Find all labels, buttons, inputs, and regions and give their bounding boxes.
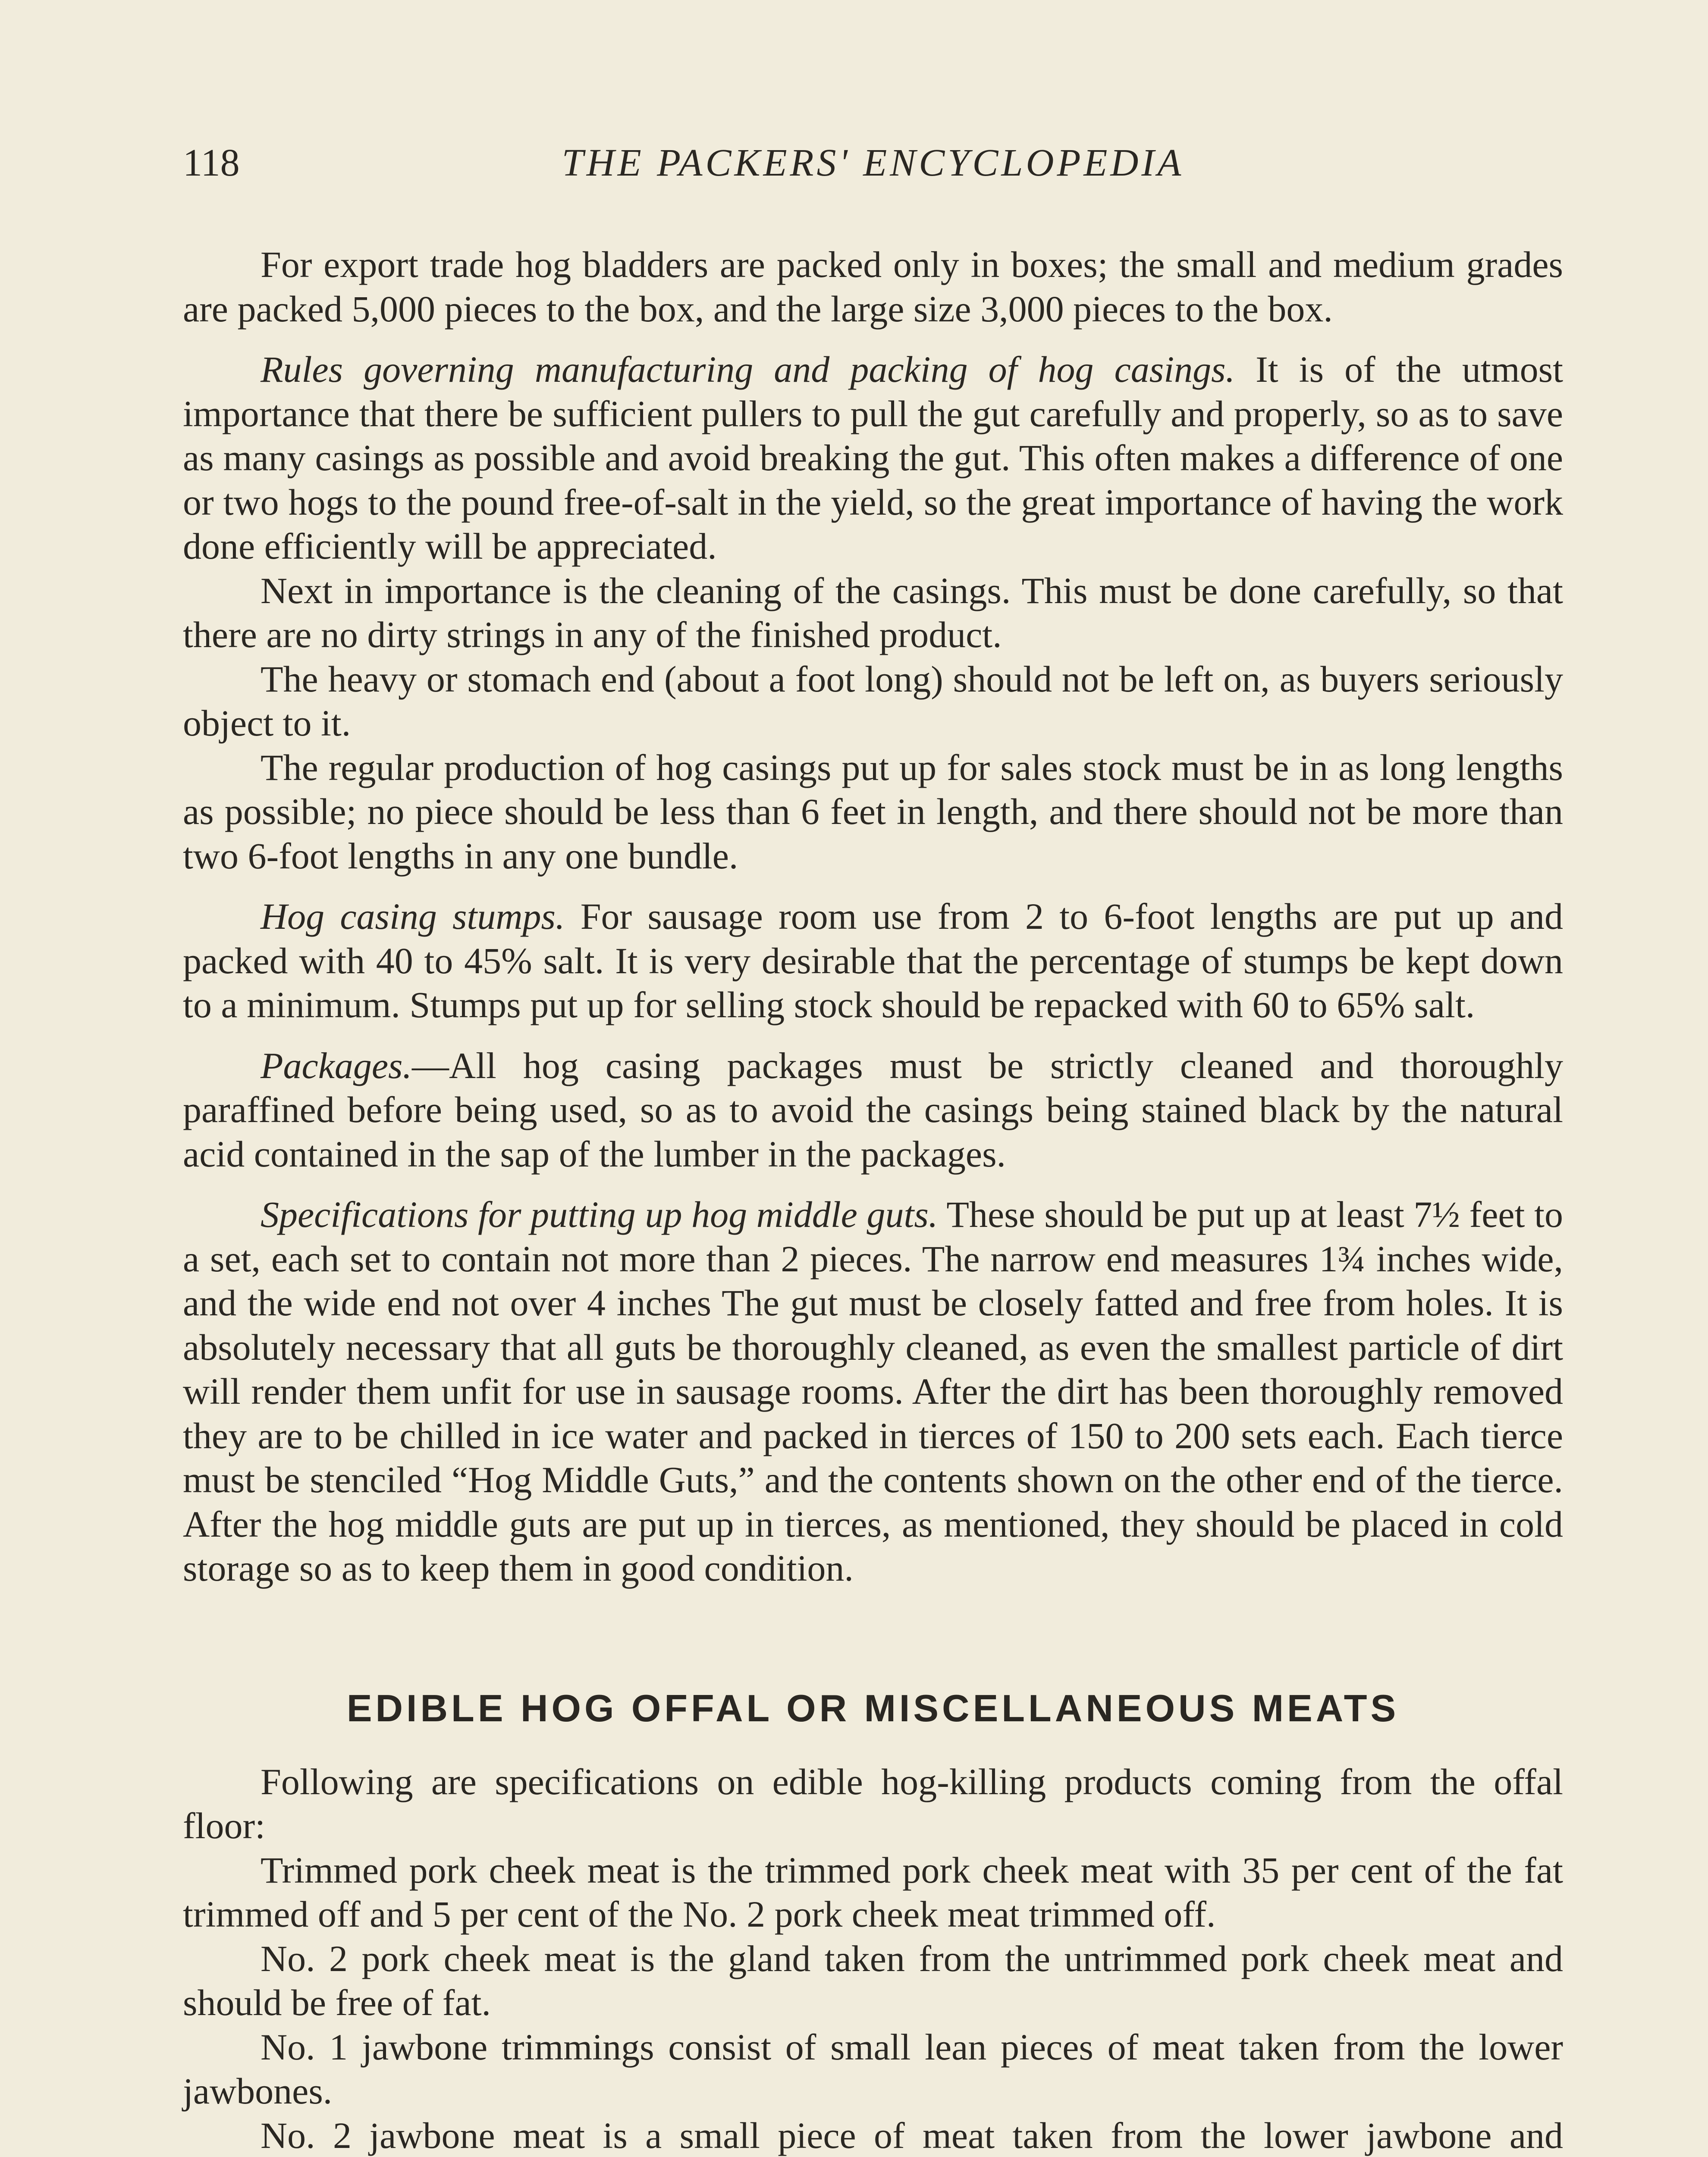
paragraph-lead: Hog casing stumps. [261,896,565,937]
paragraph-text: —All hog casing packages must be strictly cleaned and thoroughly paraffined before being used, so as to avoid the casings being stained black by the natural acid contained in the sap of the lumber in the packages. [183,1044,1563,1175]
section-paragraph-trimmed-cheek: Trimmed pork cheek meat is the trimmed pork cheek meat with 35 per cent of the fat trimmed off and 5 per cent of the No. 2 pork cheek meat trimmed off. [183,1849,1563,1935]
page-body [183,242,1563,2157]
paragraph-text: These should be put up at least 7½ feet to a set, each set to contain not more than 2 pieces. The narrow end measures 1¾ inches wide, and the wide end not over 4 inches The gut must be closely fatted and free from holes. It is absolutely necessary that all guts be thoroughly cleaned, as even the smallest particle of dirt will render them unfit for use in sausage rooms. After the dirt has been thoroughly removed they are to be chilled in ice water and packed in tierces of 150 to 200 sets each. Each tierce must be stenciled “Hog Middle Guts,” and the contents shown on the other end of the tierce. After the hog middle guts are put up in tierces, as mentioned, they should be placed in cold storage so as to keep them in good condition. [183,1194,1563,1589]
paragraph-lead: Rules governing manufacturing and packing of hog casings. [261,349,1235,390]
page-header [183,137,1563,189]
paragraph-text: For sausage room use from 2 to 6-foot lengths are put up and packed with 40 to 45% salt. It is very desirable that the percentage of stumps be kept down to a minimum. Stumps put up for selling stock should be repacked with 60 to 65% salt. [183,896,1564,1025]
paragraph-stomach-end [183,657,1563,745]
paragraph-packages [183,1044,1563,1176]
paragraph-text: For export trade hog bladders are packed only in boxes; the small and medium grades are packed 5,000 pieces to the box, and the large size 3,000 pieces to the box. [183,244,1563,330]
paragraph-text: The regular production of hog casings put up for sales stock must be in as long lengths as possible; no piece should be less than 6 feet in length, and there should not be more than two 6-foot lengths in any one bundle. [183,746,1563,877]
paragraph-text: The heavy or stomach end (about a foot long) should not be left on, as buyers seriously object to it. [183,658,1563,744]
paragraph-text: Next in importance is the cleaning of the casings. This must be done carefully, so that there are no dirty strings in any of the finished product. [183,569,1563,655]
paragraph-text: It is of the utmost importance that there be sufficient pullers to pull the gut carefully and properly, so as to save as many casings as possible and avoid breaking the gut. This often makes a difference of one or two hogs to the pound free-of-salt in the yield, so the great importance of having the work done efficiently will be appreciated. [183,349,1563,567]
paragraph-export-bladders [183,242,1563,331]
section-paragraph-no2-cheek: No. 2 pork cheek meat is the gland taken from the untrimmed pork cheek meat and should be free of fat. [183,1937,1563,2023]
section-heading: EDIBLE HOG OFFAL OR MISCELLANEOUS MEATS [346,1686,1400,1729]
section-paragraph-no1-jawbone: No. 1 jawbone trimmings consist of small lean pieces of meat taken from the lower jawbones. [183,2026,1563,2112]
page-number: 118 [183,141,240,184]
paragraph-casing-rules [183,347,1563,569]
section-paragraph-intro: Following are specifications on edible hog-killing products coming from the offal floor: [183,1761,1563,1846]
section-paragraph-no2-jawbone: No. 2 jawbone meat is a small piece of meat taken from the lower jawbone and [261,2114,1563,2156]
running-title: THE PACKERS' ENCYCLOPEDIA [562,141,1184,184]
paragraph-lengths [183,745,1563,878]
paragraph-lead: Packages. [261,1044,412,1086]
paragraph-cleaning [183,569,1563,657]
paragraph-casing-stumps [183,894,1563,1027]
paragraph-lead: Specifications for putting up hog middle guts. [261,1194,938,1235]
paragraph-middle-guts [183,1192,1563,1591]
